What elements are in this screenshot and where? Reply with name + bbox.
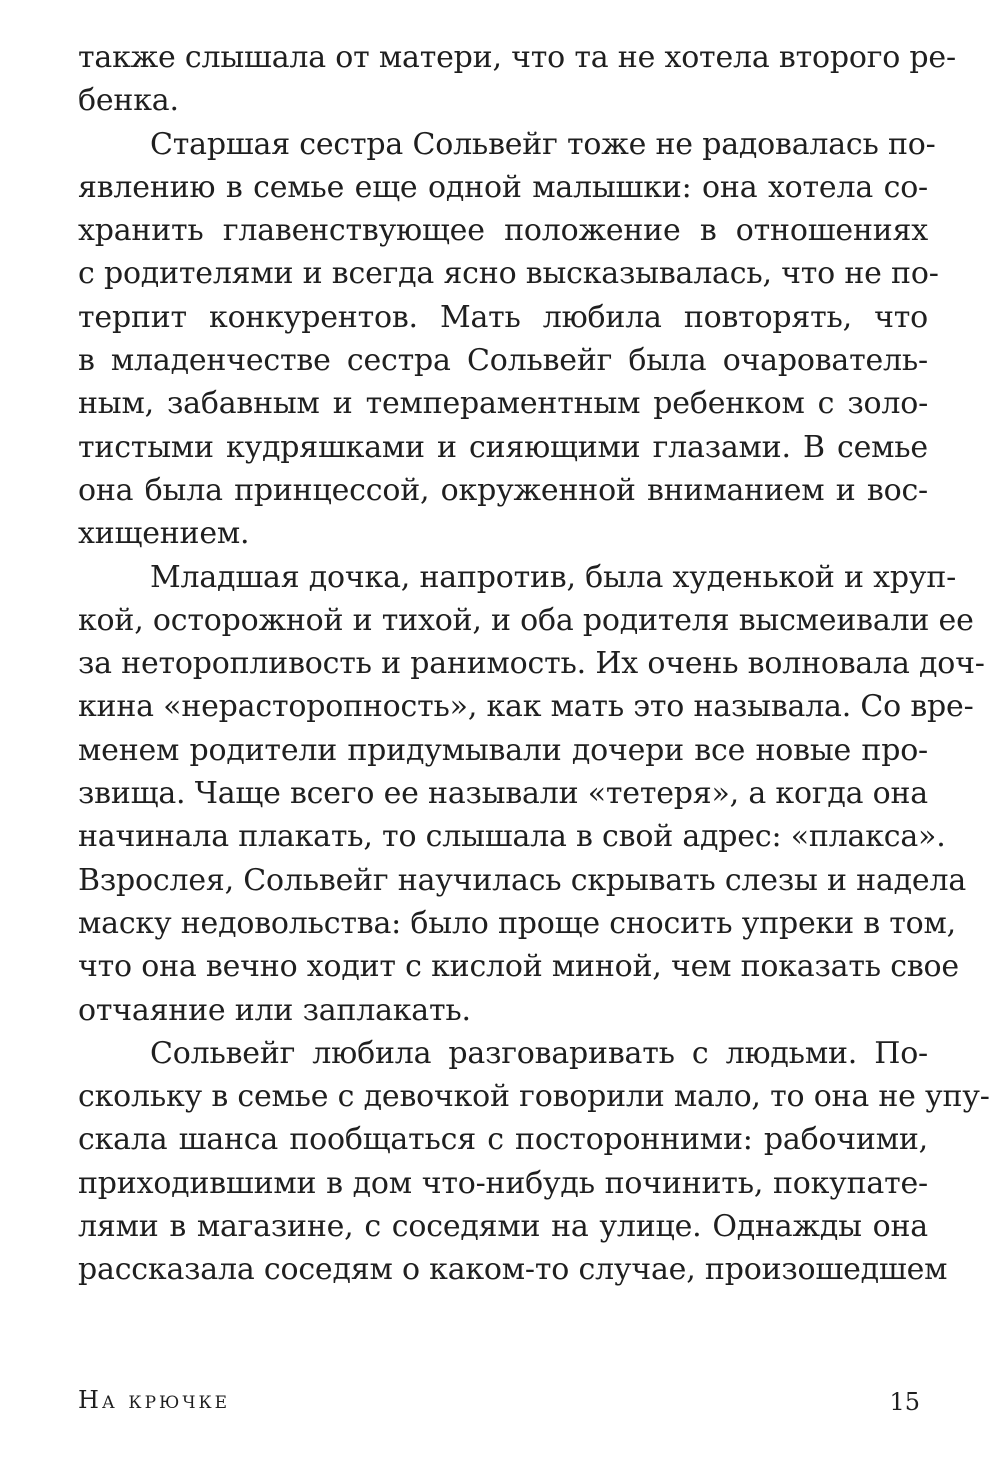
text-line: Старшая сестра Сольвейг тоже не радовалась по-	[150, 126, 936, 162]
text-line: она была принцессой, окруженной вниманием и вос-	[78, 472, 928, 508]
text-line: скала шанса пообщаться с посторонними: рабочими,	[78, 1122, 928, 1158]
text-line: лями в магазине, с соседями на улице. Однажды она	[78, 1209, 928, 1245]
text-line: Младшая дочка, напротив, была худенькой и хруп-	[150, 559, 957, 595]
text-line: бенка.	[78, 83, 179, 119]
text-line: что она вечно ходит с кислой миной, чем показать свое	[78, 949, 959, 985]
text-line: с родителями и всегда ясно высказывалась, что не по-	[78, 256, 939, 292]
text-line: звища. Чаще всего ее называли «тетеря», а когда она	[78, 776, 928, 812]
running-title: На крючке	[78, 1386, 231, 1414]
text-line: терпит конкурентов. Мать любила повторять, что	[78, 299, 928, 335]
text-line: за неторопливость и ранимость. Их очень волновала доч-	[78, 646, 985, 682]
page-number: 15	[889, 1388, 920, 1416]
text-line: ным, забавным и темпераментным ребенком с золо-	[78, 386, 928, 422]
text-line: кина «нерасторопность», как мать это называла. Со вре-	[78, 689, 974, 725]
text-line: менем родители придумывали дочери все новые про-	[78, 732, 928, 768]
body-text	[78, 36, 990, 1292]
text-line: кой, осторожной и тихой, и оба родителя высмеивали ее	[78, 602, 974, 638]
text-line: скольку в семье с девочкой говорили мало, то она не упу-	[78, 1079, 990, 1115]
text-line: маску недовольства: было проще сносить упреки в том,	[78, 905, 956, 941]
text-line: тистыми кудряшками и сияющими глазами. В семье	[78, 429, 928, 465]
text-line: отчаяние или заплакать.	[78, 992, 471, 1028]
text-line: также слышала от матери, что та не хотела второго ре-	[78, 40, 956, 75]
text-line: Сольвейг любила разговаривать с людьми. По-	[150, 1035, 928, 1071]
text-line: Взрослея, Сольвейг научилась скрывать слезы и надела	[78, 862, 967, 898]
text-line: хранить главенствующее положение в отношениях	[78, 213, 928, 249]
text-line: в младенчестве сестра Сольвейг была очарователь-	[78, 343, 928, 379]
text-line: рассказала соседям о каком-то случае, произошедшем	[78, 1252, 948, 1288]
text-line: начинала плакать, то слышала в свой адрес: «плакса».	[78, 819, 946, 855]
text-line: хищением.	[78, 516, 250, 552]
text-line: приходившими в дом что-нибудь починить, покупате-	[78, 1165, 928, 1201]
text-line: явлению в семье еще одной малышки: она хотела со-	[78, 169, 928, 205]
